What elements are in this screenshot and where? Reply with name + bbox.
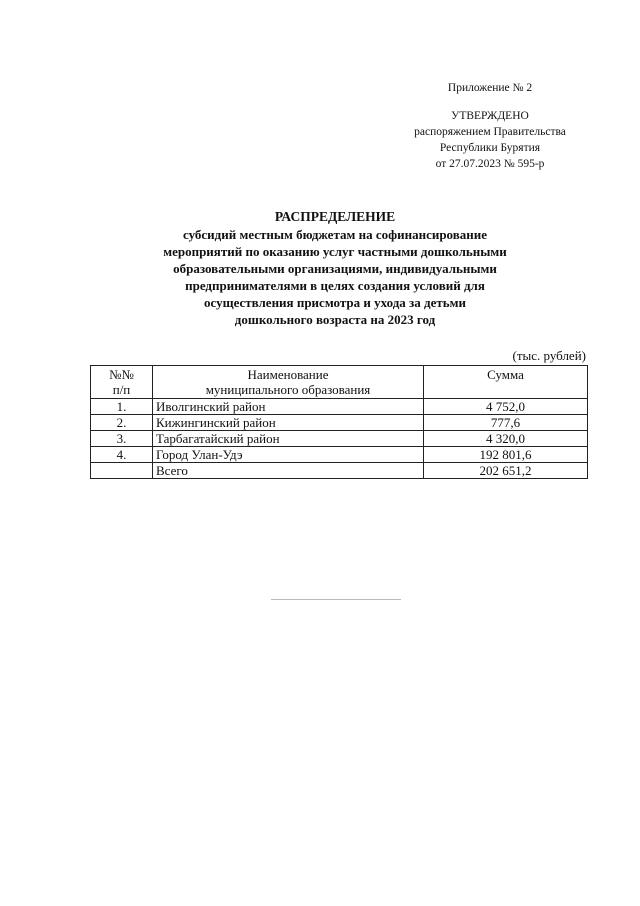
total-sum: 202 651,2: [424, 463, 588, 479]
table-total-row: [91, 463, 588, 479]
title-line: субсидий местным бюджетам на софинансирование: [182, 227, 488, 242]
header-num-line1: №№: [109, 367, 134, 382]
title-line: осуществления присмотра и ухода за детьми: [204, 295, 466, 310]
units-label: (тыс. рублей): [512, 348, 586, 363]
document-title-block: [110, 208, 560, 328]
table-header-row: [91, 366, 588, 399]
row-name: Тарбагатайский район: [153, 431, 424, 447]
approved-label: УТВЕРЖДЕНО: [451, 110, 529, 122]
row-num: 1.: [91, 399, 153, 415]
header-num-line2: п/п: [112, 382, 131, 397]
row-sum: 777,6: [424, 415, 588, 431]
row-num: 4.: [91, 447, 153, 463]
title-line: образовательными организациями, индивидуальными: [173, 261, 497, 276]
header-name: [153, 366, 424, 399]
header-num: [91, 366, 153, 399]
row-num: 2.: [91, 415, 153, 431]
table-row: [91, 399, 588, 415]
document-title: РАСПРЕДЕЛЕНИЕ: [274, 209, 396, 224]
header-name-line2: муниципального образования: [205, 382, 371, 397]
row-sum: 4 320,0: [424, 431, 588, 447]
total-num: [91, 463, 153, 479]
row-sum: 4 752,0: [424, 399, 588, 415]
header-sum: Сумма: [424, 366, 588, 399]
row-name: Город Улан-Удэ: [153, 447, 424, 463]
total-label: Всего: [153, 463, 424, 479]
title-line: предпринимателями в целях создания условий для: [185, 278, 485, 293]
row-name: Иволгинский район: [153, 399, 424, 415]
approval-line: распоряжением Правительства: [414, 126, 566, 138]
row-sum: 192 801,6: [424, 447, 588, 463]
title-line: мероприятий по оказанию услуг частными дошкольными: [163, 244, 507, 259]
table-row: [91, 415, 588, 431]
table-row: [91, 447, 588, 463]
row-name: Кижингинский район: [153, 415, 424, 431]
table-row: [91, 431, 588, 447]
header-name-line1: Наименование: [247, 367, 329, 382]
distribution-table: [90, 365, 588, 479]
row-num: 3.: [91, 431, 153, 447]
approval-block: [390, 80, 590, 172]
approval-line: Республики Бурятия: [439, 142, 541, 154]
approval-date-line: от 27.07.2023 № 595-р: [435, 158, 545, 170]
annex-number: Приложение № 2: [447, 82, 533, 94]
end-separator-line: [271, 599, 401, 600]
title-line: дошкольного возраста на 2023 год: [234, 312, 436, 327]
